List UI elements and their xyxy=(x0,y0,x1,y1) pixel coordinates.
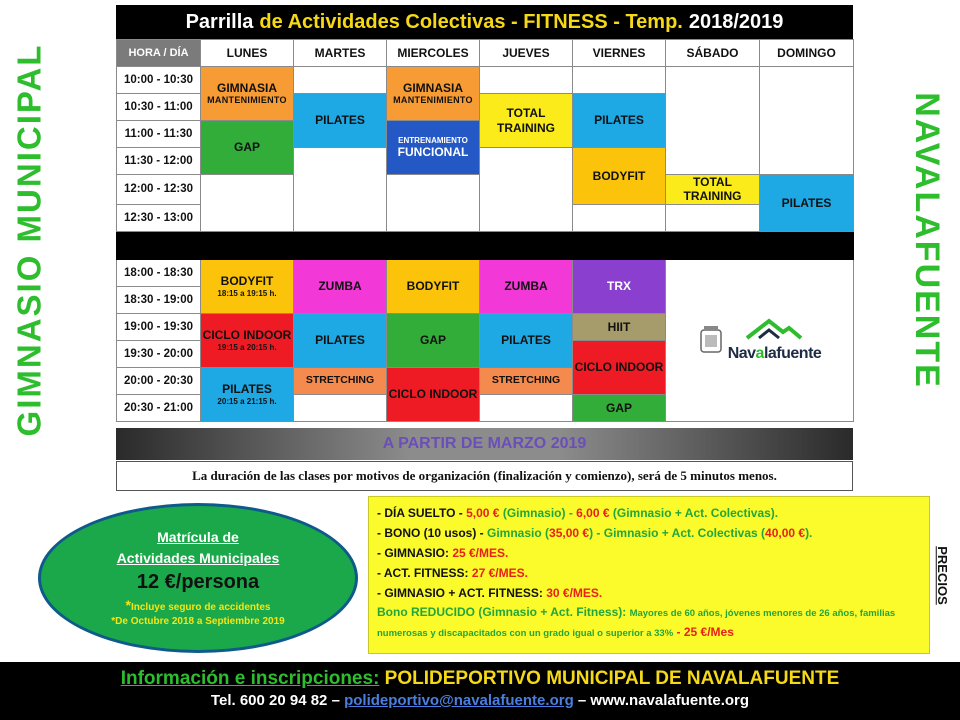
schedule-header-row xyxy=(117,40,854,67)
empty-cell xyxy=(294,394,387,421)
navalafuente-label: NAVALAFUENTE xyxy=(907,91,946,389)
time-slot: 20:00 - 20:30 xyxy=(117,367,201,394)
seal-icon xyxy=(698,325,724,355)
time-slot: 18:00 - 18:30 xyxy=(117,259,201,286)
activity-gap-lunes: GAP xyxy=(201,121,294,175)
precio-fitness: - ACT. FITNESS: 27 €/MES. xyxy=(377,566,528,580)
table-row xyxy=(117,67,854,94)
header-martes: MARTES xyxy=(294,40,387,67)
header-domingo: DOMINGO xyxy=(760,40,854,67)
footer-info: Información e inscripciones: POLIDEPORTIVO MUNICIPAL DE NAVALAFUENTE xyxy=(120,668,840,689)
time-slot: 18:30 - 19:00 xyxy=(117,286,201,313)
time-slot: 19:00 - 19:30 xyxy=(117,313,201,340)
empty-cell xyxy=(480,67,573,94)
activity-zumba-martes: ZUMBA xyxy=(294,259,387,313)
time-slot: 11:00 - 11:30 xyxy=(117,121,201,148)
empty-cell xyxy=(294,148,387,232)
gimnasio-municipal-label: GIMNASIO MUNICIPAL xyxy=(10,43,48,437)
empty-cell xyxy=(387,175,480,232)
matricula-line2: Actividades Municipales xyxy=(116,549,280,566)
empty-cell xyxy=(573,204,666,231)
matricula-badge xyxy=(38,503,358,653)
activity-pilates-lunes: PILATES 20:15 a 21:15 h. xyxy=(201,367,294,421)
header-sabado: SÁBADO xyxy=(666,40,760,67)
matricula-line1: Matrícula de xyxy=(157,528,239,545)
activity-stretching-martes: STRETCHING xyxy=(294,367,387,394)
header-jueves: JUEVES xyxy=(480,40,573,67)
duration-note: La duración de las clases por motivos de organización (finalización y comienzo), será de 5 minutos menos. xyxy=(116,461,853,491)
activity-total-training-sabado: TOTAL TRAINING xyxy=(666,175,760,205)
matricula-price: 12 €/persona xyxy=(136,570,260,593)
header-miercoles: MIERCOLES xyxy=(387,40,480,67)
empty-cell xyxy=(201,175,294,232)
header-lunes: LUNES xyxy=(201,40,294,67)
header-hora: HORA / DÍA xyxy=(117,40,201,67)
activity-ciclo-lunes: CICLO INDOOR 19:15 a 20:15 h. xyxy=(201,313,294,367)
activity-pilates-viernes: PILATES xyxy=(573,94,666,148)
time-slot: 11:30 - 12:00 xyxy=(117,148,201,175)
activity-pilates-domingo: PILATES xyxy=(760,175,854,232)
activity-ciclo-viernes: CICLO INDOOR xyxy=(573,340,666,394)
activity-trx-viernes: TRX xyxy=(573,259,666,313)
side-label-left xyxy=(4,30,54,450)
activity-stretching-jueves: STRETCHING xyxy=(480,367,573,394)
table-row xyxy=(117,259,854,286)
precio-bono-reducido: Bono REDUCIDO (Gimnasio + Act. Fitness): Mayores de 60 años, jóvenes menores de 26 años, familias numerosas y discapacitados con un grado igual o superior a 33% - 25 €/Mes xyxy=(377,605,896,639)
precios-label: PRECIOS xyxy=(935,545,951,605)
activity-bodyfit-lunes: BODYFIT 18:15 a 19:15 h. xyxy=(201,259,294,313)
footer-contact: Tel. 600 20 94 82 – polideportivo@navalafuente.org – www.navalafuente.org xyxy=(210,692,750,709)
email-link[interactable]: polideportivo@navalafuente.org xyxy=(344,692,574,709)
precios-panel xyxy=(368,496,930,654)
activity-gap-viernes: GAP xyxy=(573,394,666,421)
time-slot: 20:30 - 21:00 xyxy=(117,394,201,421)
activity-funcional-miercoles: ENTRENAMIENTO FUNCIONAL xyxy=(387,121,480,175)
separator-bar xyxy=(117,231,854,259)
title-part2: de Actividades Colectivas - FITNESS - Temp. xyxy=(259,10,683,33)
midday-separator xyxy=(117,231,854,259)
activity-bodyfit-viernes: BODYFIT xyxy=(573,148,666,205)
page-title xyxy=(116,5,853,39)
matricula-note2: *De Octubre 2018 a Septiembre 2019 xyxy=(111,616,285,628)
time-slot: 12:00 - 12:30 xyxy=(117,175,201,205)
activity-zumba-jueves: ZUMBA xyxy=(480,259,573,313)
activity-pilates-martes: PILATES xyxy=(294,94,387,148)
marzo-banner: A PARTIR DE MARZO 2019 xyxy=(116,428,853,460)
time-slot: 19:30 - 20:00 xyxy=(117,340,201,367)
precio-gimnasio-fitness: - GIMNASIO + ACT. FITNESS: 30 €/MES. xyxy=(377,586,603,600)
logo-brand-text: Navalafuente xyxy=(727,344,822,362)
activity-gimnasia-miercoles: GIMNASIA MANTENIMIENTO xyxy=(387,67,480,121)
activity-ciclo-miercoles: CICLO INDOOR xyxy=(387,367,480,421)
precios-tag xyxy=(930,496,955,654)
empty-cell xyxy=(666,67,760,175)
side-label-right xyxy=(900,91,952,389)
activity-total-training-jueves: TOTAL TRAINING xyxy=(480,94,573,148)
activity-gimnasia-lunes: GIMNASIA MANTENIMIENTO xyxy=(201,67,294,121)
time-slot: 10:00 - 10:30 xyxy=(117,67,201,94)
empty-cell xyxy=(573,67,666,94)
schedule-table xyxy=(116,39,854,422)
mountain-icon xyxy=(739,318,809,340)
empty-cell xyxy=(760,67,854,175)
empty-cell xyxy=(666,204,760,231)
empty-cell xyxy=(480,148,573,232)
time-slot: 10:30 - 11:00 xyxy=(117,94,201,121)
activity-pilates-martes-pm: PILATES xyxy=(294,313,387,367)
activity-hiit-viernes: HIIT xyxy=(573,313,666,340)
activity-bodyfit-miercoles: BODYFIT xyxy=(387,259,480,313)
empty-cell xyxy=(294,67,387,94)
time-slot: 12:30 - 13:00 xyxy=(117,204,201,231)
matricula-note1: *Incluye seguro de accidentes xyxy=(125,596,271,613)
navalafuente-logo xyxy=(666,318,853,363)
activity-gap-miercoles: GAP xyxy=(387,313,480,367)
empty-cell xyxy=(480,394,573,421)
header-viernes: VIERNES xyxy=(573,40,666,67)
precio-dia-suelto: - DÍA SUELTO - 5,00 € (Gimnasio) - 6,00 € (Gimnasio + Act. Colectivas). xyxy=(377,506,779,520)
logo-cell xyxy=(666,259,854,421)
title-part1: Parrilla xyxy=(185,10,254,33)
footer xyxy=(0,662,960,720)
title-part3: 2018/2019 xyxy=(688,10,784,33)
precio-gimnasio: - GIMNASIO: 25 €/MES. xyxy=(377,546,509,560)
precio-bono: - BONO (10 usos) - Gimnasio (35,00 €) - Gimnasio + Act. Colectivas (40,00 €). xyxy=(377,526,813,540)
activity-pilates-jueves: PILATES xyxy=(480,313,573,367)
